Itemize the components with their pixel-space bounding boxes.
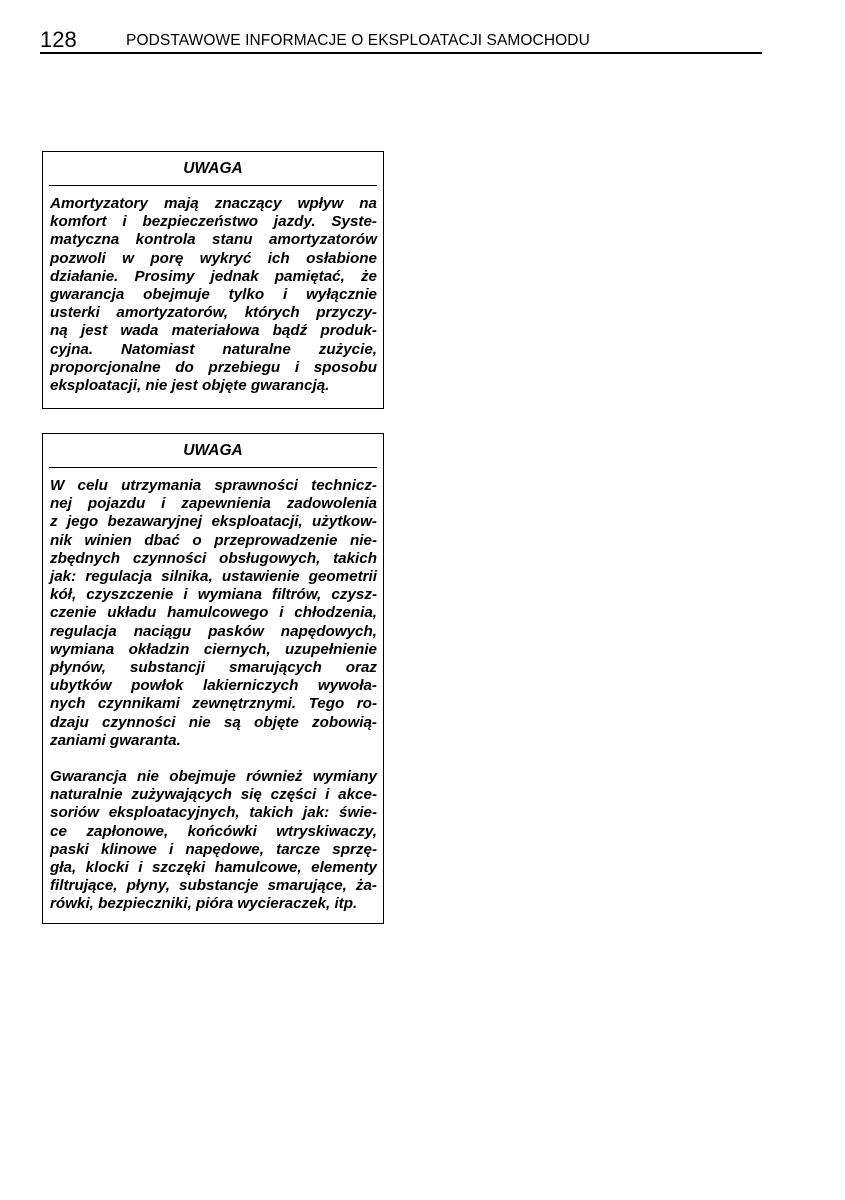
text-line: ną jest wada materiałowa bądź produk- [50, 322, 377, 340]
text-line: filtrujące, płyny, substancje smarujące, ża- [50, 877, 377, 895]
text-line: ce zapłonowe, końcówki wtryskiwaczy, [50, 822, 377, 840]
text-line: działanie. Prosimy jednak pamiętać, że [50, 267, 377, 285]
text-line: cyjna. Natomiast naturalne zużycie, [50, 340, 377, 358]
text-line: gła, klocki i szczęki hamulcowe, elementy [50, 859, 377, 877]
text-line: Gwarancja nie obejmuje również wymiany [50, 768, 377, 786]
text-line: czenie układu hamulcowego i chłodzenia, [50, 604, 377, 622]
text-line: dzaju czynności nie są objęte zobowią- [50, 713, 377, 731]
warning-box-maintenance [42, 433, 384, 924]
text-line: rówki, bezpieczniki, pióra wycieraczek, itp. [50, 895, 358, 913]
text-line: eksploatacji, nie jest objęte gwarancją. [50, 377, 330, 395]
warning-paragraph [50, 477, 377, 750]
text-line: nych czynnikami zewnętrznymi. Tego ro- [50, 695, 377, 713]
text-line: z jego bezawaryjnej eksploatacji, użytkow- [50, 513, 377, 531]
warning-paragraph [50, 768, 377, 914]
text-line: płynów, substancji smarujących oraz [50, 659, 377, 677]
page-header [40, 28, 762, 54]
text-line: wymiana okładzin ciernych, uzupełnienie [50, 640, 377, 658]
text-line: komfort i bezpieczeństwo jazdy. Syste- [50, 213, 377, 231]
text-line: Amortyzatory mają znaczący wpływ na [50, 195, 377, 212]
text-line: W celu utrzymania sprawności technicz- [50, 477, 377, 494]
text-line: usterki amortyzatorów, których przyczy- [50, 304, 377, 322]
text-line: zbędnych czynności obsługowych, takich [50, 549, 377, 567]
text-line: regulacja naciągu pasków napędowych, [50, 622, 377, 640]
text-line: zaniami gwaranta. [50, 731, 181, 749]
warning-body [43, 186, 383, 395]
text-line: gwarancja obejmuje tylko i wyłącznie [50, 286, 377, 304]
text-line: proporcjonalne do przebiegu i sposobu [50, 358, 377, 376]
warning-body [43, 468, 383, 914]
text-line: ubytków powłok lakierniczych wywoła- [50, 677, 377, 695]
warning-paragraph [50, 195, 377, 395]
text-line: paski klinowe i napędowe, tarcze sprzę- [50, 840, 377, 858]
text-line: kół, czyszczenie i wymiana filtrów, czysz- [50, 586, 377, 604]
warning-heading: UWAGA [49, 159, 377, 186]
running-title: PODSTAWOWE INFORMACJE O EKSPLOATACJI SAMOCHODU [126, 32, 590, 49]
text-line: pozwoli w porę wykryć ich osłabione [50, 249, 377, 267]
warning-box-shock-absorbers [42, 151, 384, 409]
text-line: naturalnie zużywających się części i akce- [50, 786, 377, 804]
text-line: jak: regulacja silnika, ustawienie geometrii [50, 568, 377, 586]
text-line: soriów eksploatacyjnych, takich jak: świe- [50, 804, 377, 822]
text-line: nik winien dbać o przeprowadzenie nie- [50, 531, 377, 549]
warning-heading: UWAGA [49, 441, 377, 468]
text-line: nej pojazdu i zapewnienia zadowolenia [50, 495, 377, 513]
page-number: 128 [40, 27, 77, 52]
text-line: matyczna kontrola stanu amortyzatorów [50, 231, 377, 249]
